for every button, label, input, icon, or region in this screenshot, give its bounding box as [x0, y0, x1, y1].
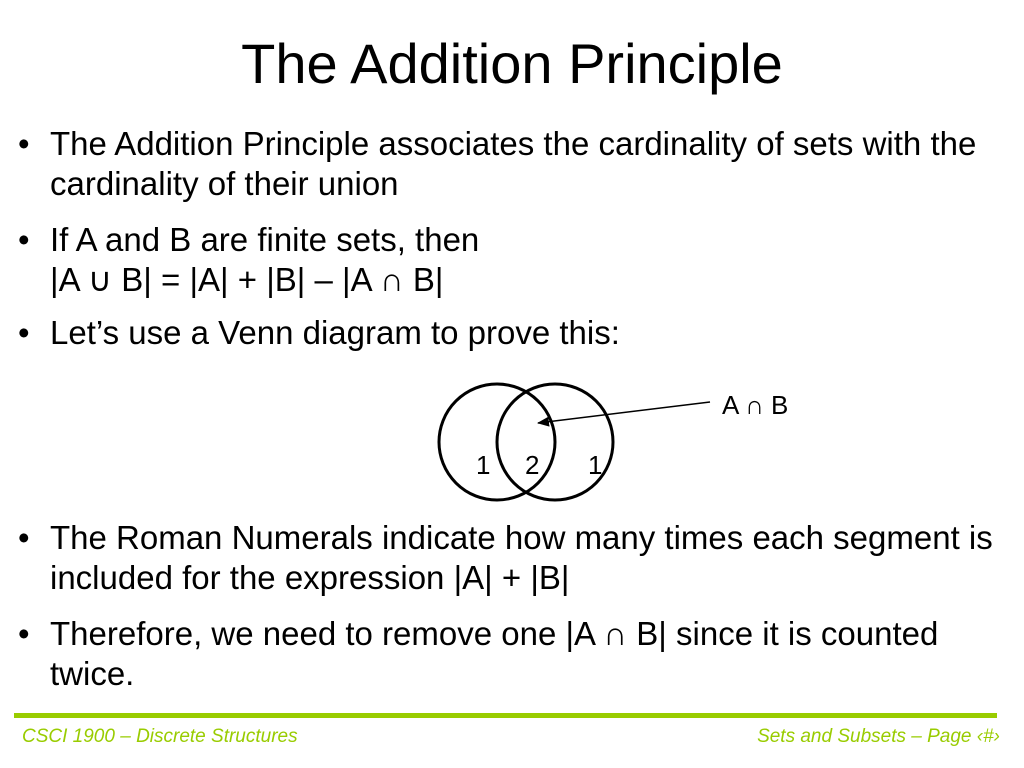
region-label-a-only: 1 [476, 450, 491, 480]
bullet-item [18, 518, 1008, 598]
bullet-text: Let’s use a Venn diagram to prove this: [50, 314, 620, 351]
bullet-text: The Roman Numerals indicate how many times each segment is included for the expression |A| + |B| [50, 519, 993, 596]
bullet-marker: • [18, 314, 30, 351]
bullet-item [18, 614, 1008, 694]
bullet-item [18, 220, 1008, 300]
formula: |A ∪ B| = |A| + |B| – |A ∩ B| [50, 261, 444, 298]
bullet-list-bottom [18, 518, 1008, 710]
bullet-marker: • [18, 519, 30, 556]
region-label-intersection: 2 [525, 450, 540, 480]
bullet-list-top [18, 124, 1008, 369]
bullet-text: The Addition Principle associates the cardinality of sets with the cardinality of their union [50, 125, 977, 202]
slide-title: The Addition Principle [241, 32, 783, 95]
intersection-label: A ∩ B [722, 390, 789, 420]
footer-divider [14, 713, 997, 718]
bullet-text: Therefore, we need to remove one |A ∩ B| since it is counted twice. [50, 615, 939, 692]
footer-course: CSCI 1900 – Discrete Structures [22, 726, 298, 747]
footer-page: Sets and Subsets – Page ‹#› [757, 726, 1000, 747]
venn-diagram [420, 372, 840, 522]
bullet-marker: • [18, 615, 30, 652]
bullet-marker: • [18, 125, 30, 162]
bullet-item [18, 313, 1008, 353]
region-label-b-only: 1 [588, 450, 603, 480]
bullet-item [18, 124, 1008, 204]
bullet-marker: • [18, 221, 30, 258]
bullet-text: If A and B are finite sets, then [50, 221, 480, 258]
intersection-arrow [538, 402, 710, 423]
